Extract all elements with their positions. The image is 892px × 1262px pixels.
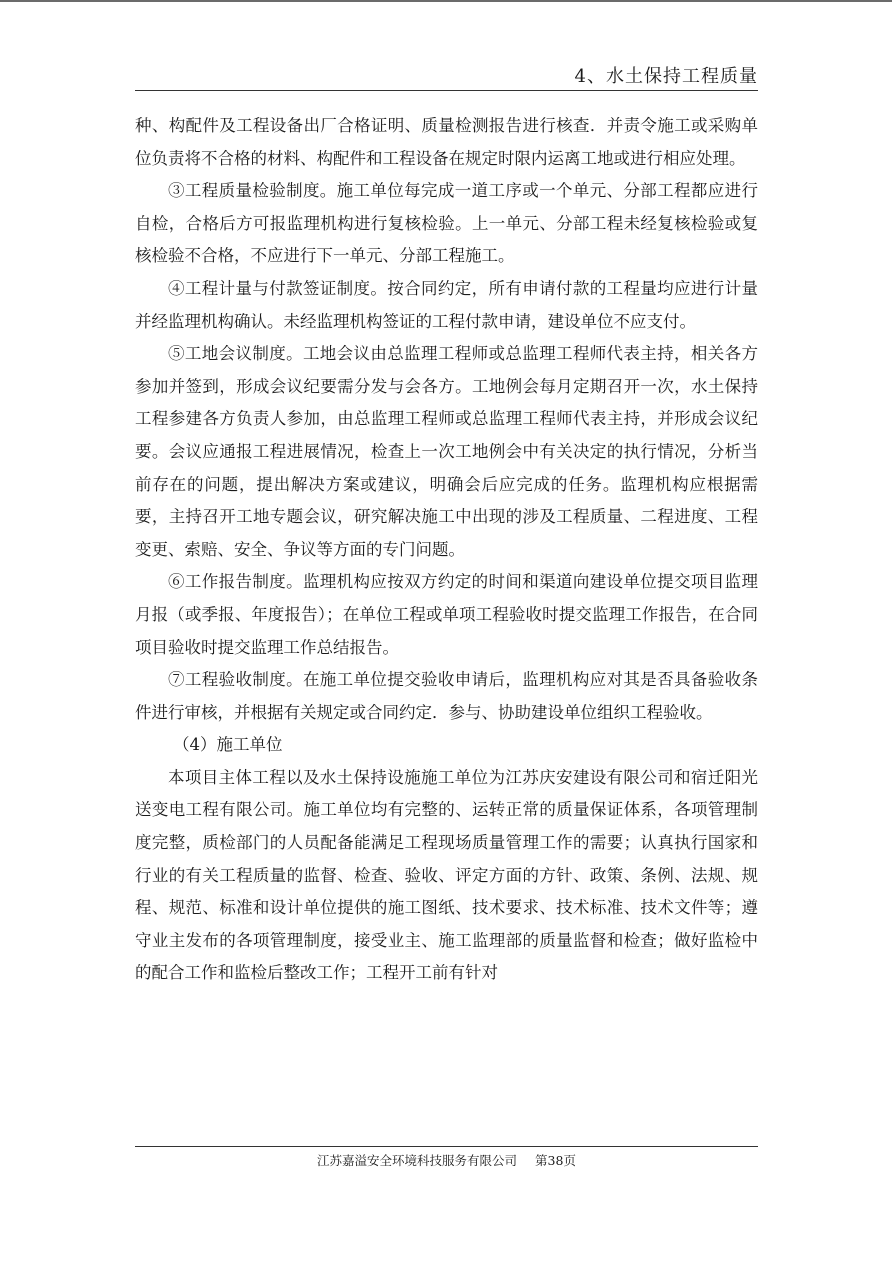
paragraph-acceptance: ⑦工程验收制度。在施工单位提交验收申请后，监理机构应对其是否具备验收条件进行审核，并根据有关规定或合同约定．参与、协助建设单位组织工程验收。 xyxy=(135,670,758,722)
header-rule xyxy=(135,90,758,91)
paragraph-quality-inspection: ③工程质量检验制度。施工单位每完成一道工序或一个单元、分部工程都应进行自检，合格后方可报监理机构进行复核检验。上一单元、分部工程未经复核检验或复核检验不合格，不应进行下一单元、分部工程施工。 xyxy=(135,181,758,266)
page-header xyxy=(135,62,758,90)
paragraph-site-meeting: ⑤工地会议制度。工地会议由总监理工程师或总监理工程师代表主持，相关各方参加并签到，形成会议纪要需分发与会各方。工地例会每月定期召开一次，水土保持工程参建各方负责人参加，由总监理工程师或总监理工程师代表主持，并形成会议纪要。会议应通报工程进展情况，检查上一次工地例会中有关决定的执行情况，分析当前存在的问题，提出解决方案或建议，明确会后应完成的任务。监理机构应根据需要，主持召开工地专题会议，研究解决施工中出现的涉及工程质量、二程进度、工程变更、索赔、安全、争议等方面的专门问题。 xyxy=(135,344,758,559)
page-top-edge xyxy=(0,0,892,2)
page-footer xyxy=(135,1151,758,1169)
footer-rule xyxy=(135,1146,758,1147)
paragraph-continuation: 种、构配件及工程设备出厂合格证明、质量检测报告进行核查．并责令施工或采购单位负责将不合格的材料、构配件和工程设备在规定时限内运离工地或进行相应处理。 xyxy=(135,116,758,168)
footer-company: 江苏嘉溢安全环境科技服务有限公司 xyxy=(317,1153,518,1168)
section-title: 4、水土保持工程质量 xyxy=(574,66,758,87)
paragraph-construction-unit: 本项目主体工程以及水土保持设施施工单位为江苏庆安建设有限公司和宿迁阳光送变电工程有限公司。施工单位均有完整的、运转正常的质量保证体系，各项管理制度完整，质检部门的人员配备能满足工程现场质量管理工作的需要；认真执行国家和行业的有关工程质量的监督、检查、验收、评定方面的方针、政策、条例、法规、规程、规范、标准和设计单位提供的施工图纸、技术要求、技术标准、技术文件等；遵守业主发布的各项管理制度，接受业主、施工监理部的质量监督和检查；做好监检中的配合工作和监检后整改工作；工程开工前有针对 xyxy=(135,767,758,983)
paragraph-work-report: ⑥工作报告制度。监理机构应按双方约定的时间和渠道向建设单位提交项目监理月报（或季报、年度报告）；在单位工程或单项工程验收时提交监理工作报告，在合同项目验收时提交监理工作总结报告。 xyxy=(135,572,758,657)
paragraph-measurement-payment: ④工程计量与付款签证制度。按合同约定，所有申请付款的工程量均应进行计量并经监理机构确认。未经监理机构签证的工程付款申请，建设单位不应支付。 xyxy=(135,278,758,331)
page-number: 第38页 xyxy=(535,1153,576,1168)
body-text xyxy=(135,110,758,990)
subheading-construction-unit: （4）施工单位 xyxy=(173,735,283,755)
